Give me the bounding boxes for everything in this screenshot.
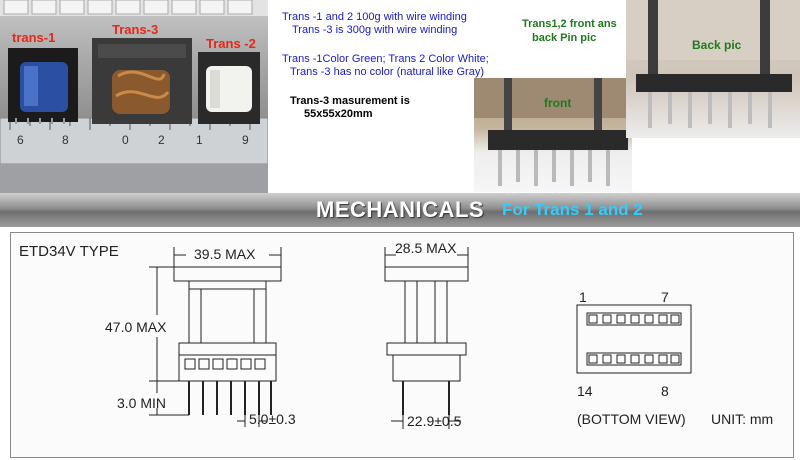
- back-pins-drawing: [626, 0, 800, 138]
- mechanicals-subtitle: For Trans 1 and 2: [502, 200, 643, 219]
- color-note-1: Trans -1Color Green; Trans 2 Color White;: [282, 53, 489, 65]
- pin-min-label: 3.0 MIN: [117, 395, 167, 411]
- width-max-label: 39.5 MAX: [194, 246, 256, 262]
- pin-pic-title-1: Trans1,2 front ans: [522, 18, 617, 30]
- mechanical-drawing: [10, 232, 794, 458]
- winding-note-1: Trans -1 and 2 100g with wire winding: [282, 11, 467, 23]
- pin-pitch-label: 5.0±0.3: [249, 411, 296, 427]
- mechanicals-title: MECHANICALS: [316, 197, 485, 222]
- ruler-digit: 6: [17, 133, 24, 147]
- pin-pic-title-2: back Pin pic: [532, 32, 597, 44]
- trans-1-label: trans-1: [12, 30, 56, 45]
- ruler-digit: 0: [122, 133, 129, 147]
- winding-note-2: Trans -3 is 300g with wire winding: [292, 24, 458, 36]
- transformers-photo: [0, 0, 268, 200]
- type-label: ETD34V TYPE: [19, 243, 119, 260]
- row-spacing-label: 22.9±0.5: [407, 413, 462, 429]
- trans-2-label: Trans -2: [206, 36, 256, 51]
- pin-8-label: 8: [661, 383, 669, 399]
- ruler-digit: 1: [196, 133, 203, 147]
- height-max-label: 47.0 MAX: [105, 319, 167, 335]
- front-pins-photo: [474, 78, 632, 192]
- back-pins-photo: [626, 0, 800, 138]
- back-label: Back pic: [692, 38, 742, 52]
- depth-max-label: 28.5 MAX: [395, 240, 457, 256]
- trans-3-label: Trans-3: [112, 22, 159, 37]
- measure-note-2: 55x55x20mm: [304, 108, 373, 120]
- pin-14-label: 14: [577, 383, 593, 399]
- color-note-2: Trans -3 has no color (natural like Gray): [290, 66, 484, 78]
- ruler-digit: 9: [242, 133, 249, 147]
- view-label: (BOTTOM VIEW): [577, 411, 686, 427]
- front-label: front: [544, 96, 572, 110]
- unit-label: UNIT: mm: [711, 411, 774, 427]
- pin-1-label: 1: [579, 289, 587, 305]
- ruler-digit: 8: [62, 133, 69, 147]
- ruler-digit: 2: [158, 133, 165, 147]
- measure-note-1: Trans-3 masurement is: [290, 95, 410, 107]
- pin-7-label: 7: [661, 289, 669, 305]
